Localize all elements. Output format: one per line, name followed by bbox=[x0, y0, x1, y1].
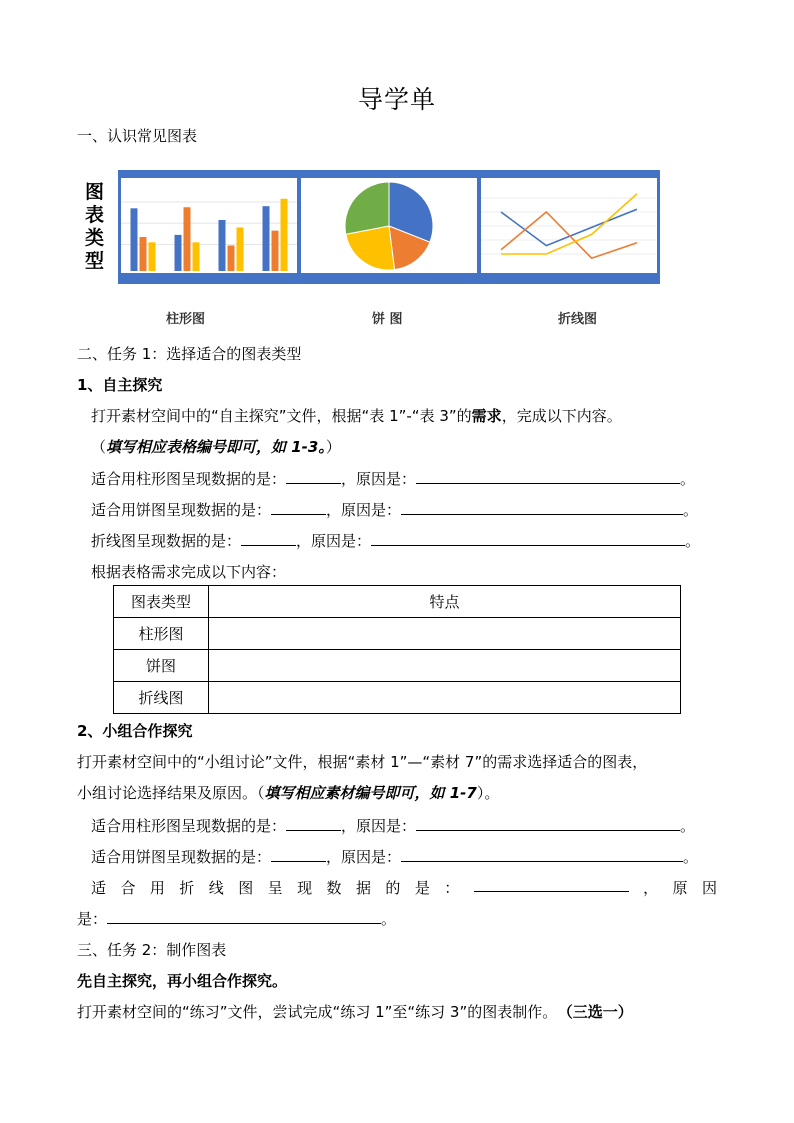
bar bbox=[272, 231, 279, 271]
table-cell-feature[interactable] bbox=[209, 682, 681, 714]
sub2-line2 bbox=[77, 782, 499, 803]
section3-line bbox=[77, 1001, 633, 1022]
bar-chart bbox=[121, 178, 297, 273]
sub2-q3-justified bbox=[91, 877, 717, 898]
reason-blank[interactable] bbox=[107, 909, 381, 924]
intro-text: 打开素材空间中的“自主探究”文件，根据“表 1”-“表 3”的 bbox=[91, 407, 472, 425]
question-text: 折线图呈现数据的是： bbox=[91, 532, 242, 550]
table-header-cell: 图表类型 bbox=[114, 586, 209, 618]
feature-table bbox=[113, 585, 681, 714]
sub1-note bbox=[91, 436, 341, 457]
bar bbox=[140, 237, 147, 271]
table-row bbox=[114, 650, 681, 682]
note-paren: （ bbox=[91, 438, 107, 456]
bar bbox=[219, 220, 226, 271]
line2-note: 填写相应素材编号即可，如 1-7 bbox=[264, 784, 477, 802]
pie-chart-label: 饼 图 bbox=[372, 312, 403, 327]
intro-text-end: ，完成以下内容。 bbox=[501, 407, 622, 425]
answer-blank[interactable] bbox=[286, 816, 341, 831]
side-label-char: 表 bbox=[85, 204, 105, 226]
q3-tail-text: 是： bbox=[77, 910, 108, 928]
sub2-q2 bbox=[91, 846, 698, 867]
series-line bbox=[501, 212, 637, 258]
section2-heading: 二、任务 1：选择适合的图表类型 bbox=[77, 345, 302, 363]
table-row bbox=[114, 682, 681, 714]
line-chart bbox=[481, 178, 657, 273]
line-chart-panel bbox=[481, 178, 657, 273]
table-cell-type: 折线图 bbox=[114, 682, 209, 714]
reason-char: 因 bbox=[701, 879, 717, 897]
section1-heading: 一、认识常见图表 bbox=[77, 127, 198, 145]
reason-text: ，原因是： bbox=[326, 848, 402, 866]
line2-end: ）。 bbox=[476, 784, 500, 802]
sub1-heading: 1、自主探究 bbox=[77, 376, 163, 394]
question-text: 适合用饼图呈现数据的是： bbox=[91, 848, 272, 866]
bar bbox=[175, 235, 182, 271]
table-cell-type: 饼图 bbox=[114, 650, 209, 682]
reason-text: ，原因是： bbox=[341, 817, 417, 835]
table-intro: 根据表格需求完成以下内容： bbox=[91, 563, 287, 581]
reason-char: 原 bbox=[672, 879, 688, 897]
note-paren: ） bbox=[325, 438, 341, 456]
answer-blank[interactable] bbox=[271, 847, 326, 862]
q3-char: 适 bbox=[91, 879, 107, 897]
q3-char: 合 bbox=[120, 879, 136, 897]
sub1-q3 bbox=[91, 530, 700, 551]
end-mark: 。 bbox=[685, 532, 701, 550]
bar bbox=[149, 242, 156, 271]
bar bbox=[131, 208, 138, 271]
sub2-line1: 打开素材空间中的“小组讨论”文件，根据“素材 1”—“素材 7”的需求选择适合的图表， bbox=[77, 753, 648, 771]
comma: ， bbox=[643, 879, 659, 897]
section3-bold-line: 先自主探究，再小组合作探究。 bbox=[77, 972, 288, 990]
reason-blank[interactable] bbox=[371, 531, 685, 546]
end-mark: 。 bbox=[680, 817, 696, 835]
sub1-q2 bbox=[91, 499, 698, 520]
pie-chart-panel bbox=[301, 178, 477, 273]
table-header-cell: 特点 bbox=[209, 586, 681, 618]
series-line bbox=[501, 194, 637, 254]
question-text: 适合用柱形图呈现数据的是： bbox=[91, 817, 287, 835]
table-cell-type: 柱形图 bbox=[114, 618, 209, 650]
q3-char: 用 bbox=[149, 879, 165, 897]
side-label-char: 图 bbox=[85, 181, 105, 203]
line2-text: 小组讨论选择结果及原因。（ bbox=[77, 784, 265, 802]
sub2-q3-tail bbox=[77, 908, 396, 929]
q3-char: ： bbox=[444, 879, 460, 897]
bar bbox=[281, 199, 288, 271]
bar bbox=[184, 207, 191, 271]
answer-blank[interactable] bbox=[286, 469, 341, 484]
reason-text: ，原因是： bbox=[296, 532, 372, 550]
intro-bold: 需求 bbox=[471, 407, 502, 425]
reason-blank[interactable] bbox=[401, 847, 683, 862]
reason-text: ，原因是： bbox=[326, 501, 402, 519]
answer-blank[interactable] bbox=[474, 877, 629, 892]
end-mark: 。 bbox=[381, 910, 397, 928]
bar bbox=[228, 246, 235, 272]
reason-blank[interactable] bbox=[401, 500, 683, 515]
section3-text: 打开素材空间的“练习”文件，尝试完成“练习 1”至“练习 3”的图表制作。 bbox=[77, 1003, 558, 1021]
line-chart-label: 折线图 bbox=[558, 312, 598, 327]
end-mark: 。 bbox=[683, 848, 699, 866]
table-row bbox=[114, 618, 681, 650]
table-cell-feature[interactable] bbox=[209, 618, 681, 650]
q3-char: 的 bbox=[385, 879, 401, 897]
end-mark: 。 bbox=[683, 501, 699, 519]
q3-char: 数 bbox=[326, 879, 342, 897]
q3-char: 线 bbox=[208, 879, 224, 897]
answer-blank[interactable] bbox=[241, 531, 296, 546]
bar-chart-panel bbox=[121, 178, 297, 273]
q3-char: 图 bbox=[238, 879, 254, 897]
sub1-intro bbox=[91, 405, 622, 426]
bar-chart-label: 柱形图 bbox=[166, 312, 206, 327]
q3-char: 据 bbox=[355, 879, 371, 897]
bar bbox=[263, 206, 270, 271]
question-text: 适合用饼图呈现数据的是： bbox=[91, 501, 272, 519]
reason-blank[interactable] bbox=[416, 469, 680, 484]
q3-char: 折 bbox=[179, 879, 195, 897]
sub2-heading: 2、小组合作探究 bbox=[77, 722, 193, 740]
pie-chart bbox=[301, 178, 477, 273]
q3-char: 是 bbox=[414, 879, 430, 897]
table-header-row bbox=[114, 586, 681, 618]
q3-char: 现 bbox=[297, 879, 313, 897]
end-mark: 。 bbox=[680, 470, 696, 488]
bar bbox=[193, 242, 200, 271]
answer-blank[interactable] bbox=[271, 500, 326, 515]
q3-char: 呈 bbox=[267, 879, 283, 897]
table-cell-feature[interactable] bbox=[209, 650, 681, 682]
sub2-q1 bbox=[91, 815, 695, 836]
chart-type-side-label bbox=[85, 181, 109, 273]
section3-choice: （三选一） bbox=[565, 1003, 633, 1021]
reason-text: ，原因是： bbox=[341, 470, 417, 488]
note-text: 填写相应表格编号即可，如 1-3。 bbox=[106, 438, 326, 456]
side-label-char: 类 bbox=[85, 227, 105, 249]
question-text: 适合用柱形图呈现数据的是： bbox=[91, 470, 287, 488]
side-label-char: 型 bbox=[85, 250, 105, 272]
section3-heading: 三、任务 2：制作图表 bbox=[77, 941, 227, 959]
page-title: 导学单 bbox=[357, 85, 436, 114]
sub1-q1 bbox=[91, 468, 695, 489]
pie-slice bbox=[345, 182, 389, 234]
bar bbox=[237, 227, 244, 271]
reason-blank[interactable] bbox=[416, 816, 680, 831]
